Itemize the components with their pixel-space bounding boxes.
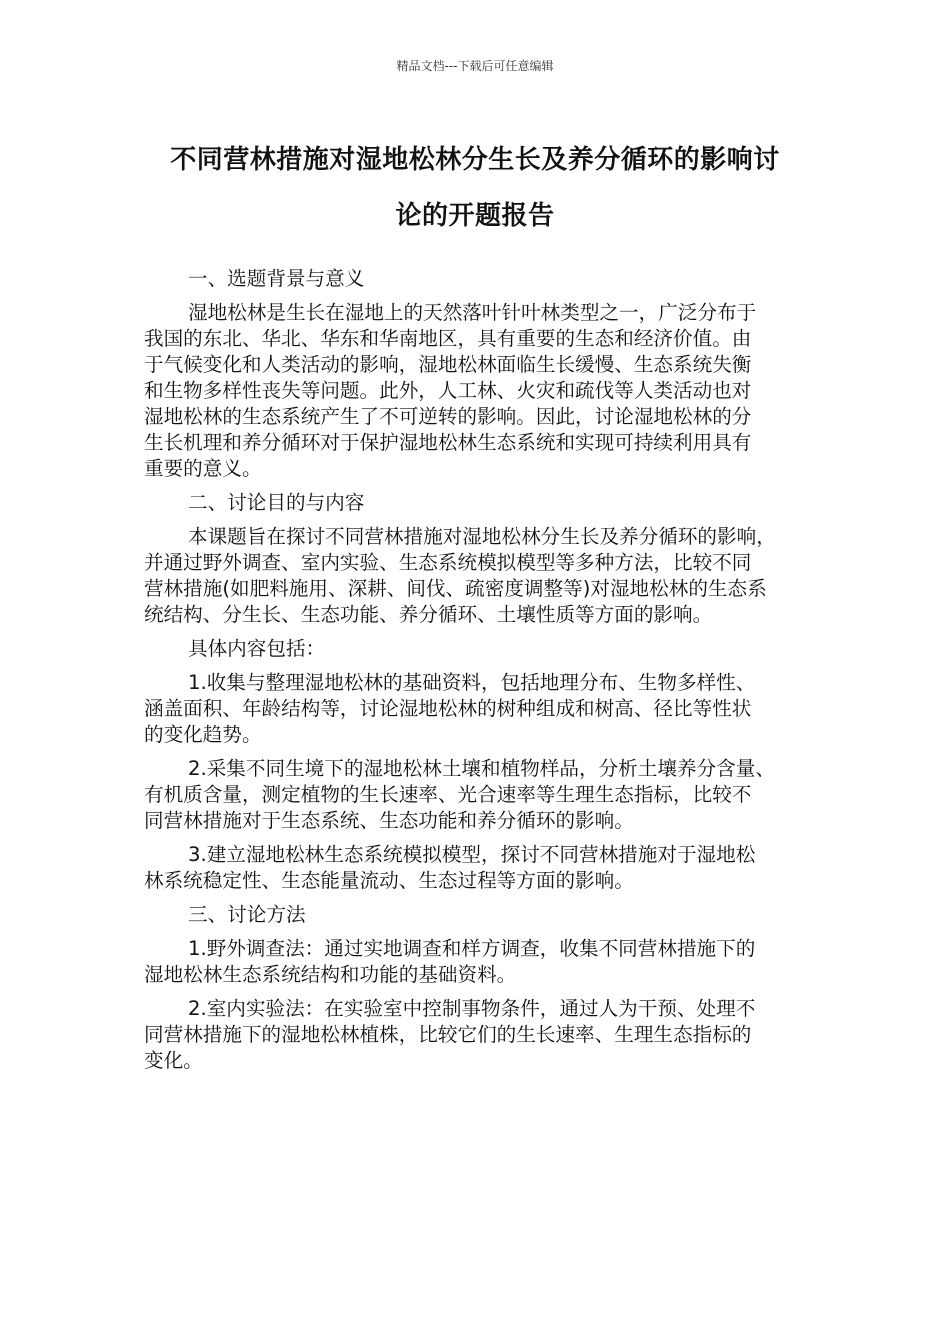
- paragraph-line: 的变化趋势。: [144, 723, 262, 746]
- paragraph-line: 生长机理和养分循环对于保护湿地松林生态系统和实现可持续利用具有: [144, 431, 752, 454]
- heading-text: 二、讨论目的与内容: [188, 491, 365, 514]
- content-item-3: [144, 842, 808, 894]
- paragraph-line: 于气候变化和人类活动的影响，湿地松林面临生长缓慢、生态系统失衡: [144, 353, 752, 376]
- paragraph-line: 统结构、分生长、生态功能、养分循环、土壤性质等方面的影响。: [144, 603, 713, 626]
- paragraph-line: 和生物多样性丧失等问题。此外，人工林、火灾和疏伐等人类活动也对: [144, 379, 752, 402]
- paragraph-line: 湿地松林的生态系统产生了不可逆转的影响。因此，讨论湿地松林的分: [144, 405, 752, 428]
- paragraph-line: 2.采集不同生境下的湿地松林土壤和植物样品，分析土壤养分含量、: [188, 757, 775, 780]
- paragraph-line: 我国的东北、华北、华东和华南地区，具有重要的生态和经济价值。由: [144, 327, 752, 350]
- title-line-1: 不同营林措施对湿地松林分生长及养分循环的影响讨: [170, 145, 780, 175]
- section-heading-background: [144, 266, 808, 292]
- document-title: [140, 132, 810, 244]
- method-item-2: [144, 996, 808, 1074]
- paragraph-line: 变化。: [144, 1049, 203, 1072]
- document-body: [144, 266, 808, 1082]
- paragraph-line: 本课题旨在探讨不同营林措施对湿地松林分生长及养分循环的影响，: [188, 525, 776, 548]
- section-heading-purpose: [144, 490, 808, 516]
- paragraph-line: 具体内容包括：: [188, 637, 326, 660]
- paragraph-line: 3.建立湿地松林生态系统模拟模型，探讨不同营林措施对于湿地松: [188, 843, 756, 866]
- paragraph-line: 林系统稳定性、生态能量流动、生态过程等方面的影响。: [144, 869, 634, 892]
- paragraph-line: 同营林措施下的湿地松林植株，比较它们的生长速率、生理生态指标的: [144, 1023, 752, 1046]
- header-note: 精品文档---下载后可任意编辑: [396, 59, 554, 73]
- paragraph-line: 涵盖面积、年龄结构等，讨论湿地松林的树种组成和树高、径比等性状: [144, 697, 752, 720]
- paragraph-line: 湿地松林是生长在湿地上的天然落叶针叶林类型之一，广泛分布于: [188, 301, 757, 324]
- paragraph-line: 并通过野外调查、室内实验、生态系统模拟模型等多种方法，比较不同: [144, 551, 752, 574]
- paragraph-line: 2.室内实验法：在实验室中控制事物条件，通过人为干预、处理不: [188, 997, 756, 1020]
- content-item-2: [144, 756, 808, 834]
- title-line-2: 论的开题报告: [395, 201, 555, 231]
- paragraph-line: 有机质含量，测定植物的生长速率、光合速率等生理生态指标，比较不: [144, 783, 752, 806]
- heading-text: 三、讨论方法: [188, 903, 306, 926]
- paragraph-line: 1.收集与整理湿地松林的基础资料，包括地理分布、生物多样性、: [188, 671, 756, 694]
- heading-text: 一、选题背景与意义: [188, 267, 365, 290]
- method-item-1: [144, 936, 808, 988]
- content-intro: [144, 636, 808, 662]
- paragraph-line: 湿地松林生态系统结构和功能的基础资料。: [144, 963, 517, 986]
- paragraph-line: 重要的意义。: [144, 457, 262, 480]
- paragraph-line: 营林措施(如肥料施用、深耕、间伐、疏密度调整等)对湿地松林的生态系: [144, 577, 767, 600]
- paragraph-background: [144, 300, 808, 482]
- content-item-1: [144, 670, 808, 748]
- paragraph-line: 1.野外调查法：通过实地调查和样方调查，收集不同营林措施下的: [188, 937, 756, 960]
- paragraph-purpose: [144, 524, 808, 628]
- section-heading-methods: [144, 902, 808, 928]
- paragraph-line: 同营林措施对于生态系统、生态功能和养分循环的影响。: [144, 809, 634, 832]
